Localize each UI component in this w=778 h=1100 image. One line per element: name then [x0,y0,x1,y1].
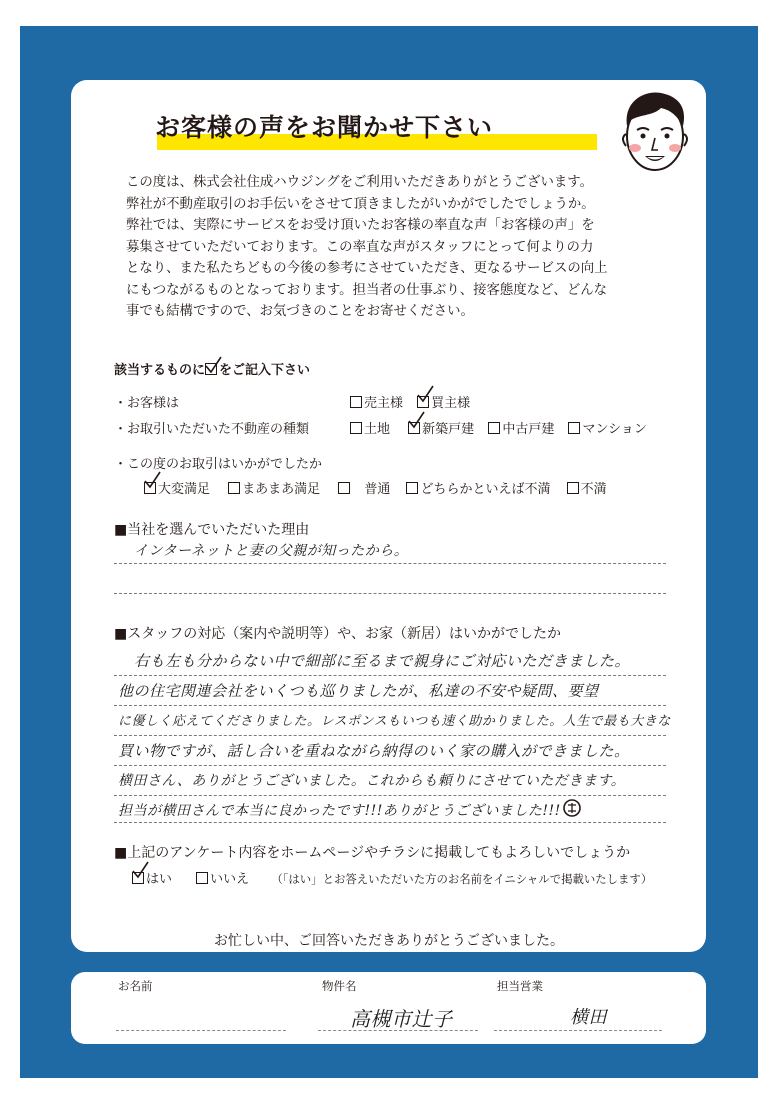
customer-type-label: ・お客様は [114,396,180,411]
checkbox-somewhat-unsatisfied[interactable]: どちらかといえば不満 [406,478,550,497]
checkbox-no[interactable]: いいえ [196,868,249,887]
property-type-options [350,418,647,437]
property-label: 物件名 [322,979,357,993]
checkbox-very-satisfied[interactable]: 大変満足 [144,478,210,497]
check-mark-icon [131,861,151,881]
satisfaction-label: ・この度のお取引はいかがでしたか [114,457,323,472]
answer-line [114,795,666,796]
page-title: お客様の声をお聞かせ下さい [155,113,494,142]
check-mark-icon [416,385,436,405]
answer-line [114,705,666,706]
staff-answer-line: 横田さん、ありがとうございました。これからも頼りにさせていただきます。 [118,773,626,789]
intro-line: 弊社が不動産取引のお手伝いをさせて頂きましたがいかがでしたでしょうか。 [126,196,595,212]
title-block [155,108,595,152]
publish-note: （「はい」とお答えいただいた方のお名前をイニシャルで掲載いたします） [271,872,653,886]
property-type-row [114,418,309,437]
answer-line [114,593,666,594]
checkbox-land[interactable]: 土地 [350,418,390,437]
checkbox-somewhat-satisfied[interactable]: まあまあ満足 [228,478,320,497]
answer-line [114,675,666,676]
staff-label: 担当営業 [497,979,543,993]
checkbox-mansion[interactable]: マンション [568,418,646,437]
closing-message: お忙しい中、ご回答いただきありがとうございました。 [214,933,564,949]
staff-value: 横田 [570,1007,607,1028]
customer-type-row [114,392,179,411]
staff-field-line [494,1030,662,1031]
name-label: お名前 [118,979,153,993]
seal-icon [562,798,582,818]
intro-line: 事でも結構ですので、お気づきのことをお寄せください。 [126,304,474,319]
sample-checkbox [205,363,219,378]
property-value: 高槻市辻子 [350,1007,453,1031]
staff-heading: ■スタッフの対応（案内や説明等）や、お家（新居）はいかがでしたか [114,626,561,642]
customer-type-options [350,392,470,411]
checkbox-used-house[interactable]: 中古戸建 [488,418,554,437]
check-mark-icon [407,411,427,431]
answer-line [114,765,666,766]
reason-heading: ■当社を選んでいただいた理由 [114,522,310,538]
satisfaction-options [144,478,607,497]
intro-line: 弊社では、実際にサービスをお受け頂いたお客様の率直な声「お客様の声」を [126,218,595,233]
checkbox-seller[interactable]: 売主様 [350,392,403,411]
publish-heading: ■上記のアンケート内容をホームページやチラシに掲載してもよろしいでしょうか [114,845,631,861]
intro-line: となり、また私たちどもの今後の参考にさせていただき、更なるサービスの向上 [126,261,608,276]
intro-line: この度は、株式会社住成ハウジングをご利用いただきありがとうございます。 [126,175,593,190]
checkbox-unsatisfied[interactable]: 不満 [567,478,607,497]
publish-options [132,868,652,887]
staff-answer-line: 担当が横田さんで本当に良かったです!!!ありがとうございました!!! [118,803,561,819]
intro-line: にもつながるものとなっております。担当者の仕事ぶり、接客態度など、どんな [126,282,607,298]
property-field-line [318,1030,478,1031]
checkbox-new-house[interactable]: 新築戸建 [408,418,474,437]
staff-answer-line: 右も左も分からない中で細部に至るまで親身にご対応いただきました。 [134,652,631,670]
staff-answer-line: 買い物ですが、話し合いを重ねながら納得のいく家の購入ができました。 [118,742,630,760]
staff-answer-line: 他の住宅関連会社をいくつも巡りましたが、私達の不安や疑問、要望 [118,682,599,700]
answer-line [114,563,666,564]
intro-line: 募集させていただいております。この率直な声がスタッフにとって何よりの力 [126,239,594,255]
answer-line [114,735,666,736]
answer-line [114,822,666,823]
check-mark-icon [143,471,163,491]
reason-answer: インターネットと妻の父親が知ったから。 [134,543,409,559]
checkbox-buyer[interactable]: 買主様 [417,392,470,411]
checkbox-normal[interactable]: 普通 [338,478,390,497]
name-field-line [116,1030,286,1031]
mascot-face-icon [617,86,693,178]
intro-text [126,172,671,323]
checkbox-yes[interactable]: はい [132,868,172,887]
staff-answer-line: に優しく応えてくださりました。レスポンスもいつも速く助かりました。人生で最も大きな [118,714,671,729]
property-type-label: ・お取引いただいた不動産の種類 [114,422,310,437]
instruction: 該当するものに をご記入下さい [114,359,310,378]
